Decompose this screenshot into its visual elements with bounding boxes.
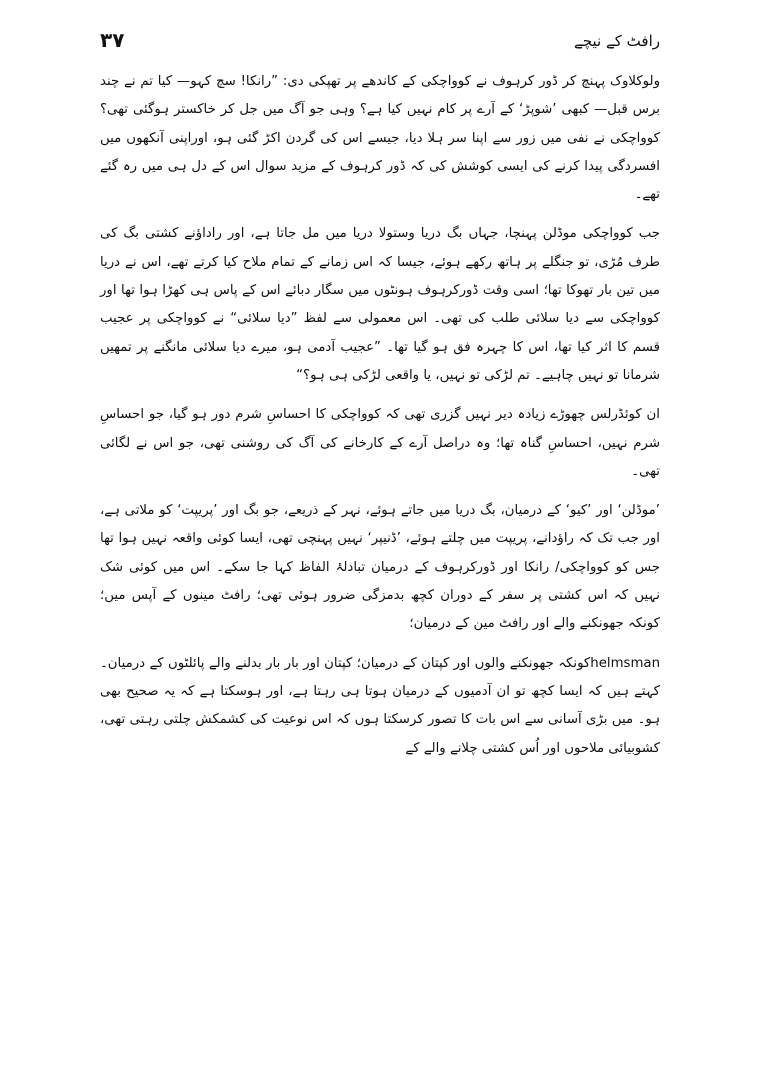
paragraph: ان کوئڈرلس چھوڑے زیادہ دیر نہیں گزری تھی کہ کوواچکی کا احساسِ شرم دور ہو گیا، جو احساسِ شرم نہیں، احساسِ گناہ تھا؛ وہ دراصل آرے کے کارخانے کی آگ کی روشنی تھی، جو اس نے لگائی تھی۔ — [100, 407, 660, 479]
running-title: رافٹ کے نیچے — [574, 32, 660, 50]
page-number: ۳۷ — [100, 28, 125, 52]
paragraph: ولوکلاوک پہنچ کر ڈور کرہوف نے کوواچکی کے کاندھے پر تھپکی دی: ”رانکا! سچ کہو— کیا تم نے چند برس قبل— کبھی ’شوپڑ‘ کے آرے پر کام نہیں کیا ہے؟ وہی جو آگ میں جل کر خاکستر ہوگئی تھی؟ کوواچکی نے نفی میں زور سے اپنا سر ہلا دیا، جیسے اس کی گردن اکڑ گئی ہو، اوراپنی آنکھوں میں افسردگی پیدا کرنے کی ایسی کوشش کی کہ ڈور کرہوف کے مزید سوال اس کے دل ہی میں رہ گئے تھے۔ — [100, 74, 660, 203]
page-header — [100, 28, 660, 58]
paragraph-with-term — [100, 650, 660, 763]
paragraph: ’موڈلن‘ اور ’کیو‘ کے درمیان، بگ دریا میں جاتے ہوئے، نہر کے ذریعے، جو بگ اور ’پریپت‘ کو ملاتی ہے، اور جب تک کہ راؤدانے، پریپت میں چلتے ہوئے، ’ڈنیپر‘ نہیں پہنچی تھی، ایسا کوئی واقعہ نہیں ہوا تھا جس کو کوواچکی/ رانکا اور ڈورکرہوف کے درمیان تبادلۂ الفاظ کہا جا سکے۔ اس میں کوئی شک نہیں کہ اس کشتی پر سفر کے دوران کچھ بدمزگی ضرور ہوئی تھی؛ رافٹ مینوں کے آپس میں؛ کونکہ جھونکنے والے اور رافٹ مین کے درمیان؛ — [100, 503, 660, 632]
paragraph-continuation: کونکہ جھونکنے والوں اور کپتان کے درمیان؛ کپتان اور بار بار بدلنے والے پائلٹوں کے درمیان۔ کہتے ہیں کہ ایسا کچھ تو ان آدمیوں کے درمیان ہوتا ہی رہتا ہے، اور ہوسکتا ہے کہ یہ صحیح بھی ہو۔ میں بڑی آسانی سے اس بات کا تصور کرسکتا ہوں کہ اس نوعیت کی کشمکش چلتی رہتی تھی، کشوبیائی ملاحوں اور اُس کشتی چلانے والے کے — [100, 655, 660, 756]
body-text — [100, 68, 660, 774]
paragraph: جب کوواچکی موڈلن پہنچا، جہاں بگ دریا وستولا دریا میں مل جاتا ہے، اور راداؤنے کشتی بگ کی طرف مُڑی، تو جنگلے پر ہاتھ رکھے ہوئے، جیسا کہ اس زمانے کے تمام ملاح کیا کرتے تھے، اس نے دریا میں تین بار تھوکا تھا؛ اسی وقت ڈورکرہوف ہونٹوں میں سگار دبائے اس کے پاس ہی کھڑا ہوا تھا اور کوواچکی سے دیا سلائی طلب کی تھی۔ اس معمولی سے لفظ ”دیا سلائی“ نے کوواچکی پر عجیب قسم کا اثر کیا تھا، اس کا چہرہ فق ہو گیا تھا۔ ”عجیب آدمی ہو، میرے دیا سلائی مانگنے پر تمھیں شرمانا تو نہیں چاہیے۔ تم لڑکی تو نہیں، یا واقعی لڑکی ہی ہو؟“ — [100, 226, 660, 383]
helmsman-term: helmsman — [590, 655, 660, 671]
